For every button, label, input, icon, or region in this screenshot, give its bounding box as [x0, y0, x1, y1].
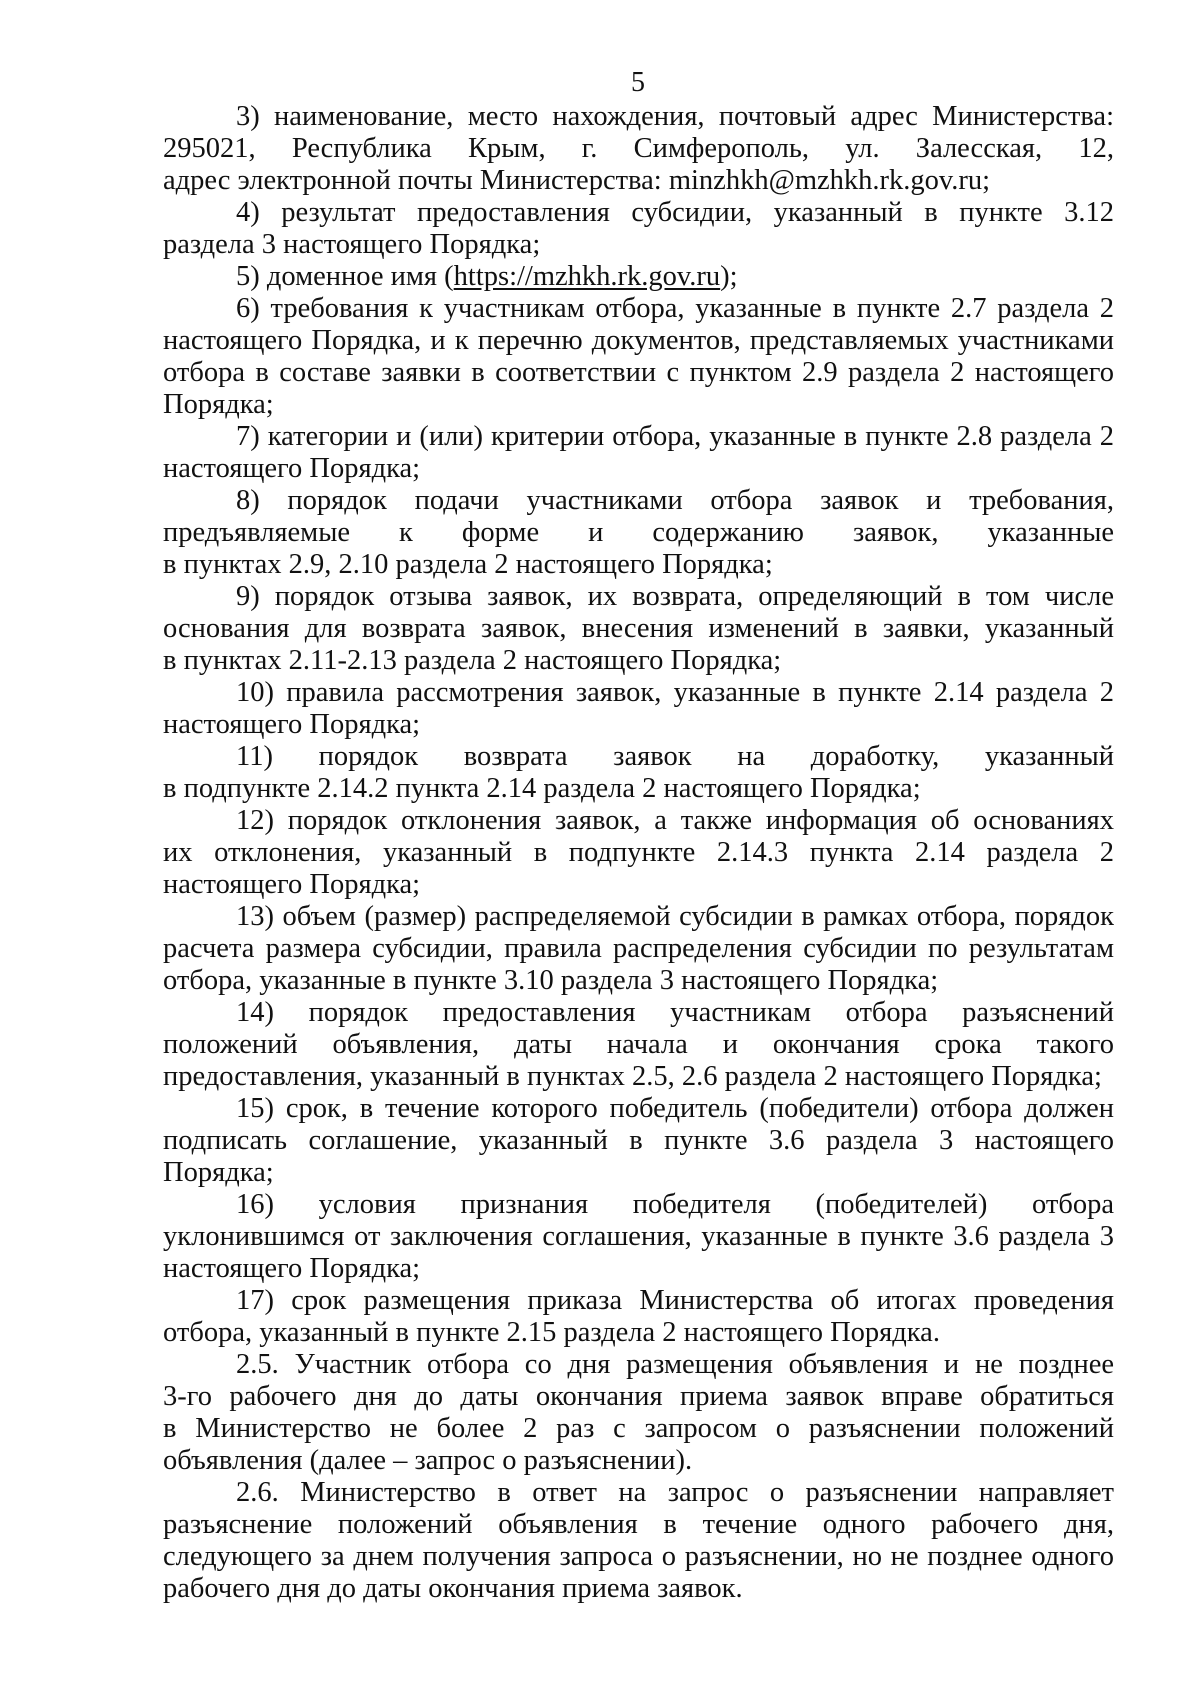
- paragraph-line: настоящего Порядка, и к перечню документов, представляемых участниками: [163, 325, 1114, 356]
- paragraph-line: отбора, указанные в пункте 3.10 раздела 3 настоящего Порядка;: [163, 965, 939, 996]
- paragraph-line: 10) правила рассмотрения заявок, указанные в пункте 2.14 раздела 2: [236, 677, 1114, 708]
- paragraph-line: предоставления, указанный в пунктах 2.5, 2.6 раздела 2 настоящего Порядка;: [163, 1061, 1102, 1092]
- paragraph-line: 11) порядок возврата заявок на доработку, указанный: [236, 741, 1114, 772]
- paragraph-line: настоящего Порядка;: [163, 1253, 421, 1284]
- paragraph-clause-2-6: [163, 1477, 1114, 1605]
- line-text: );: [720, 261, 738, 292]
- paragraph-line: в подпункте 2.14.2 пункта 2.14 раздела 2 настоящего Порядка;: [163, 773, 921, 804]
- paragraph-item-16: [163, 1189, 1114, 1285]
- paragraph-item-7: [163, 421, 1114, 485]
- paragraph-line: 16) условия признания победителя (победителей) отбора: [236, 1189, 1114, 1220]
- paragraph-line: в Министерство не более 2 раз с запросом о разъяснении положений: [163, 1413, 1114, 1444]
- paragraph-line: объявления (далее – запрос о разъяснении).: [163, 1445, 693, 1476]
- paragraph-item-13: [163, 901, 1114, 997]
- paragraph-line: настоящего Порядка;: [163, 709, 421, 740]
- paragraph-item-9: [163, 581, 1114, 677]
- paragraph-line: подписать соглашение, указанный в пункте 3.6 раздела 3 настоящего: [163, 1125, 1114, 1156]
- paragraph-item-12: [163, 805, 1114, 901]
- paragraph-line: Порядка;: [163, 389, 274, 420]
- paragraph-clause-2-5: [163, 1349, 1114, 1477]
- paragraph-line: раздела 3 настоящего Порядка;: [163, 229, 541, 260]
- paragraph-item-4: [163, 197, 1114, 261]
- paragraph-line: настоящего Порядка;: [163, 453, 421, 484]
- paragraph-item-10: [163, 677, 1114, 741]
- paragraph-line: адрес электронной почты Министерства: minzhkh@mzhkh.rk.gov.ru;: [163, 165, 991, 196]
- paragraph-line: 2.5. Участник отбора со дня размещения объявления и не позднее: [236, 1349, 1114, 1380]
- line-text: 5) доменное имя (: [236, 261, 454, 292]
- paragraph-line: уклонившимся от заключения соглашения, указанные в пункте 3.6 раздела 3: [163, 1221, 1114, 1252]
- paragraph-line: 13) объем (размер) распределяемой субсидии в рамках отбора, порядок: [236, 901, 1114, 932]
- paragraph-line: отбора в составе заявки в соответствии с пунктом 2.9 раздела 2 настоящего: [163, 357, 1114, 388]
- document-body: [163, 101, 1114, 1605]
- paragraph-item-5: [163, 261, 1114, 293]
- paragraph-line: 15) срок, в течение которого победитель (победители) отбора должен: [236, 1093, 1114, 1124]
- domain-link[interactable]: https://mzhkh.rk.gov.ru: [453, 261, 721, 292]
- paragraph-line: 7) категории и (или) критерии отбора, указанные в пункте 2.8 раздела 2: [236, 421, 1114, 452]
- paragraph-line: 3-го рабочего дня до даты окончания приема заявок вправе обратиться: [163, 1381, 1114, 1412]
- paragraph-line: 12) порядок отклонения заявок, а также информация об основаниях: [236, 805, 1114, 836]
- paragraph-line: следующего за днем получения запроса о разъяснении, но не позднее одного: [163, 1541, 1114, 1572]
- paragraph-line: в пунктах 2.9, 2.10 раздела 2 настоящего Порядка;: [163, 549, 773, 580]
- paragraph-line: предъявляемые к форме и содержанию заявок, указанные: [163, 517, 1114, 548]
- paragraph-item-14: [163, 997, 1114, 1093]
- paragraph-line: расчета размера субсидии, правила распределения субсидии по результатам: [163, 933, 1114, 964]
- paragraph-line: 295021, Республика Крым, г. Симферополь, ул. Залесская, 12,: [163, 133, 1114, 164]
- paragraph-line: их отклонения, указанный в подпункте 2.14.3 пункта 2.14 раздела 2: [163, 837, 1114, 868]
- paragraph-line: 14) порядок предоставления участникам отбора разъяснений: [236, 997, 1114, 1028]
- paragraph-line: 9) порядок отзыва заявок, их возврата, определяющий в том числе: [236, 581, 1114, 612]
- paragraph-item-15: [163, 1093, 1114, 1189]
- paragraph-line: Порядка;: [163, 1157, 274, 1188]
- paragraph-line: рабочего дня до даты окончания приема заявок.: [163, 1573, 743, 1604]
- paragraph-line: разъяснение положений объявления в течение одного рабочего дня,: [163, 1509, 1114, 1540]
- paragraph-item-3: [163, 101, 1114, 197]
- paragraph-line: 3) наименование, место нахождения, почтовый адрес Министерства:: [236, 101, 1114, 132]
- paragraph-line: 6) требования к участникам отбора, указанные в пункте 2.7 раздела 2: [236, 293, 1114, 324]
- paragraph-line: положений объявления, даты начала и окончания срока такого: [163, 1029, 1114, 1060]
- paragraph-line: 17) срок размещения приказа Министерства об итогах проведения: [236, 1285, 1114, 1316]
- paragraph-line: 4) результат предоставления субсидии, указанный в пункте 3.12: [236, 197, 1114, 228]
- paragraph-line: 8) порядок подачи участниками отбора заявок и требования,: [236, 485, 1114, 516]
- paragraph-item-17: [163, 1285, 1114, 1349]
- paragraph-line: [163, 261, 1114, 293]
- paragraph-item-6: [163, 293, 1114, 421]
- paragraph-line: отбора, указанный в пункте 2.15 раздела 2 настоящего Порядка.: [163, 1317, 940, 1348]
- paragraph-line: настоящего Порядка;: [163, 869, 421, 900]
- paragraph-item-11: [163, 741, 1114, 805]
- paragraph-line: основания для возврата заявок, внесения изменений в заявки, указанный: [163, 613, 1114, 644]
- paragraph-line: в пунктах 2.11-2.13 раздела 2 настоящего Порядка;: [163, 645, 782, 676]
- paragraph-item-8: [163, 485, 1114, 581]
- page-number: 5: [631, 67, 645, 98]
- paragraph-line: 2.6. Министерство в ответ на запрос о разъяснении направляет: [236, 1477, 1114, 1508]
